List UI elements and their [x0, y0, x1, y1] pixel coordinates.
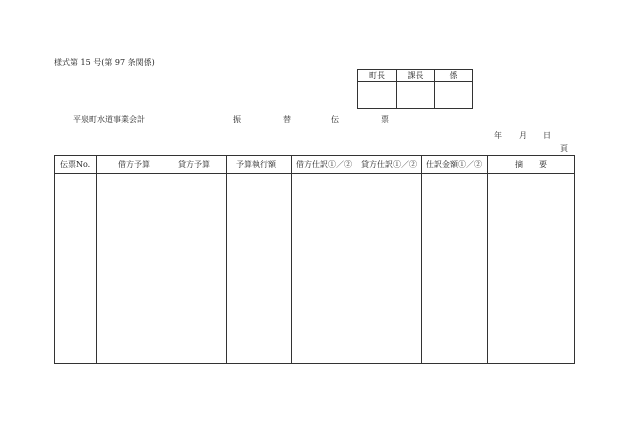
cell-entry-amount[interactable] — [422, 174, 487, 363]
form-title-char-2: 替 — [283, 115, 291, 124]
approval-header-staff: 係 — [435, 70, 473, 82]
organization-name: 平泉町水道事業会計 — [73, 115, 145, 124]
date-day-label: 日 — [543, 131, 551, 140]
form-title-char-3: 伝 — [331, 115, 339, 124]
col-header-debit-entry: 借方仕訳①／② — [296, 160, 352, 169]
cell-budget[interactable] — [97, 174, 226, 363]
form-title-char-1: 振 — [233, 115, 241, 124]
col-header-voucher-no: 伝票No. — [60, 160, 91, 169]
form-id: 様式第 15 号(第 97 条関係) — [54, 58, 155, 67]
approval-header-section-chief: 課長 — [397, 70, 435, 82]
col-header-debit-budget: 借方予算 — [118, 160, 150, 169]
date-year-label: 年 — [494, 131, 502, 140]
page-label: 頁 — [560, 144, 568, 153]
journal-table — [54, 155, 575, 364]
cell-remarks[interactable] — [488, 174, 574, 363]
col-header-budget-execution: 予算執行額 — [236, 160, 276, 169]
col-header-credit-budget: 貸方予算 — [178, 160, 210, 169]
cell-budget-execution[interactable] — [227, 174, 291, 363]
form-title-char-4: 票 — [381, 115, 389, 124]
col-header-credit-entry: 貸方仕訳①／② — [361, 160, 417, 169]
col-header-entry-amount: 仕訳金額①／② — [426, 160, 482, 169]
date-month-label: 月 — [519, 131, 527, 140]
approval-stamp-staff[interactable] — [435, 82, 473, 109]
col-header-remarks: 摘 要 — [515, 160, 547, 169]
cell-voucher-no[interactable] — [55, 174, 96, 363]
approval-stamp-mayor[interactable] — [358, 82, 397, 109]
approval-stamp-table — [357, 69, 473, 109]
approval-header-mayor: 町長 — [358, 70, 397, 82]
approval-stamp-section-chief[interactable] — [397, 82, 435, 109]
cell-entries[interactable] — [292, 174, 421, 363]
